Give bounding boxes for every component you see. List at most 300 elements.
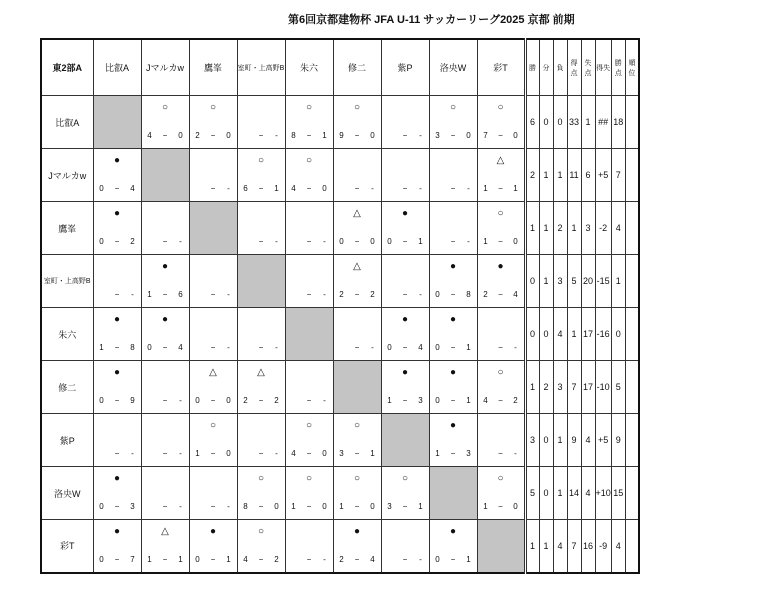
result-mark: ● <box>113 473 121 484</box>
stat-header-goals-for: 得点 <box>567 39 581 96</box>
match-score <box>195 343 232 353</box>
score-separator: − <box>162 290 168 299</box>
match-score <box>339 343 376 353</box>
score-home <box>339 184 345 194</box>
stat-goals-for: 9 <box>567 414 581 467</box>
match-score <box>339 184 376 194</box>
match-cell <box>477 149 525 202</box>
score-separator: − <box>210 131 216 140</box>
match-score <box>387 131 424 141</box>
match-cell <box>381 202 429 255</box>
result-mark: ● <box>497 261 504 272</box>
result-mark: ● <box>401 367 409 378</box>
stat-goals-for: 1 <box>567 308 581 361</box>
stat-draws: 0 <box>539 467 553 520</box>
stat-goal-diff: +10 <box>595 467 611 520</box>
diagonal-cell <box>477 520 525 573</box>
match-score <box>99 184 136 194</box>
score-separator: − <box>210 502 216 511</box>
score-separator: − <box>258 184 264 193</box>
match-score <box>387 184 424 194</box>
stat-goals-against: 4 <box>581 414 595 467</box>
score-separator: − <box>402 502 408 511</box>
score-home <box>147 449 153 459</box>
stat-goals-for: 11 <box>567 149 581 202</box>
result-mark: ○ <box>497 473 504 484</box>
match-score <box>291 184 328 194</box>
result-mark: ○ <box>449 102 457 113</box>
score-home: 0 <box>99 237 104 246</box>
stat-points: 15 <box>611 467 625 520</box>
match-score <box>99 343 136 353</box>
match-score <box>147 449 184 459</box>
col-header-team: 洛央W <box>429 39 477 96</box>
score-away: 0 <box>322 449 327 458</box>
score-away: - <box>275 449 278 458</box>
match-cell <box>429 520 477 573</box>
match-score <box>291 290 328 300</box>
score-separator: − <box>450 449 456 458</box>
score-separator: − <box>354 449 360 458</box>
match-cell <box>285 520 333 573</box>
result-mark: ○ <box>305 102 313 113</box>
score-away: - <box>227 343 230 352</box>
stat-goals-for: 33 <box>567 96 581 149</box>
score-away: - <box>467 237 470 246</box>
score-separator: − <box>162 237 168 246</box>
score-home <box>291 237 297 247</box>
match-cell <box>141 520 189 573</box>
score-away: - <box>371 184 374 193</box>
diagonal-cell <box>285 308 333 361</box>
score-away: 4 <box>370 554 375 564</box>
match-cell <box>141 308 189 361</box>
score-separator: − <box>306 396 312 405</box>
score-separator: − <box>210 449 216 458</box>
stat-goals-against: 4 <box>581 467 595 520</box>
match-score <box>435 449 472 459</box>
row-header-team: 彩T <box>41 520 93 573</box>
stat-goals-for: 7 <box>567 520 581 573</box>
result-mark: ○ <box>353 420 361 431</box>
score-away: 3 <box>130 502 135 511</box>
match-cell <box>429 255 477 308</box>
score-separator: − <box>450 290 456 299</box>
score-home: 0 <box>99 554 104 564</box>
stat-rank <box>625 467 639 520</box>
score-away: 0 <box>226 396 231 405</box>
match-score <box>99 290 136 300</box>
stat-goals-for: 1 <box>567 202 581 255</box>
match-score <box>195 502 232 512</box>
result-mark: ○ <box>305 420 313 431</box>
result-mark: ○ <box>497 208 504 219</box>
score-separator: − <box>258 502 264 511</box>
match-cell <box>237 520 285 573</box>
match-cell <box>237 149 285 202</box>
match-cell <box>237 414 285 467</box>
result-mark: ● <box>113 155 121 166</box>
score-away: 4 <box>418 343 423 352</box>
score-away: - <box>323 396 326 405</box>
score-away: 1 <box>322 131 327 140</box>
score-home: 1 <box>195 449 200 458</box>
score-away: - <box>419 290 422 299</box>
match-cell <box>93 308 141 361</box>
stat-goal-diff: -15 <box>595 255 611 308</box>
score-separator: − <box>306 554 312 564</box>
stat-rank <box>625 414 639 467</box>
stat-losses: 1 <box>553 414 567 467</box>
stat-losses: 3 <box>553 255 567 308</box>
table-row <box>41 149 639 202</box>
score-home: 3 <box>339 449 344 458</box>
match-score <box>387 502 424 512</box>
score-away: 1 <box>418 237 423 246</box>
match-score <box>483 343 519 353</box>
score-home <box>387 131 393 141</box>
match-score <box>291 131 328 141</box>
table-row <box>41 467 639 520</box>
score-separator: − <box>306 449 312 458</box>
result-mark: ○ <box>257 473 265 484</box>
match-score <box>147 502 184 512</box>
stat-wins: 5 <box>525 467 539 520</box>
score-separator: − <box>498 343 503 352</box>
score-home <box>195 184 201 194</box>
score-separator: − <box>306 502 312 511</box>
stat-wins: 1 <box>525 361 539 414</box>
score-home <box>195 290 201 300</box>
table-row <box>41 414 639 467</box>
score-home: 0 <box>387 237 392 246</box>
match-cell <box>189 96 237 149</box>
stat-header-losses: 負 <box>553 39 567 96</box>
match-cell <box>189 467 237 520</box>
score-away: 0 <box>370 237 375 246</box>
score-home: 3 <box>387 502 392 511</box>
score-separator: − <box>258 396 264 405</box>
score-home <box>147 396 153 406</box>
score-away: 0 <box>513 502 518 511</box>
score-away: 1 <box>466 396 471 405</box>
match-cell <box>429 96 477 149</box>
row-header-team: 鷹峯 <box>41 202 93 255</box>
score-home <box>291 396 297 406</box>
score-away: - <box>227 502 230 511</box>
match-cell <box>237 467 285 520</box>
score-home: 0 <box>195 396 200 405</box>
stat-goal-diff: -2 <box>595 202 611 255</box>
match-cell <box>141 96 189 149</box>
score-home: 1 <box>435 449 440 458</box>
score-away: 4 <box>130 184 135 193</box>
result-mark: ● <box>113 526 121 537</box>
match-score <box>291 449 328 459</box>
score-away: - <box>419 184 422 193</box>
score-home: 4 <box>291 449 296 458</box>
stat-points: 1 <box>611 255 625 308</box>
match-cell <box>333 255 381 308</box>
score-separator: − <box>498 449 503 458</box>
score-home: 1 <box>99 343 104 352</box>
match-score <box>339 290 376 300</box>
match-score <box>435 555 472 565</box>
score-home: 3 <box>435 131 440 140</box>
match-score <box>195 396 232 406</box>
score-home <box>99 290 105 300</box>
match-score <box>147 343 184 353</box>
match-score <box>483 290 519 300</box>
col-header-team: Jマルカw <box>141 39 189 96</box>
score-separator: − <box>354 290 360 299</box>
score-home: 0 <box>147 343 152 352</box>
score-separator: − <box>114 343 120 352</box>
stat-goals-against: 20 <box>581 255 595 308</box>
score-away: - <box>371 343 374 352</box>
score-home <box>339 343 345 353</box>
match-score <box>483 396 519 406</box>
score-separator: − <box>210 184 216 193</box>
match-cell <box>93 467 141 520</box>
score-away: - <box>131 290 134 299</box>
score-separator: − <box>162 396 168 405</box>
score-separator: − <box>114 184 120 193</box>
match-cell <box>381 149 429 202</box>
match-score <box>99 396 136 406</box>
match-score <box>243 237 280 247</box>
diagonal-cell <box>333 361 381 414</box>
match-cell <box>189 308 237 361</box>
match-score <box>243 555 280 565</box>
score-away: - <box>323 290 326 299</box>
row-header-team: 修二 <box>41 361 93 414</box>
result-mark: ● <box>161 314 169 325</box>
match-score <box>387 555 424 565</box>
score-separator: − <box>114 290 120 299</box>
row-header-team: 紫P <box>41 414 93 467</box>
match-score <box>147 237 184 247</box>
match-score <box>483 237 519 247</box>
group-label: 東2部A <box>41 39 93 96</box>
match-score <box>243 131 280 141</box>
score-separator: − <box>258 237 264 246</box>
score-away: 1 <box>513 184 518 193</box>
match-score <box>99 555 136 565</box>
match-score <box>195 555 232 565</box>
score-away: 8 <box>130 343 135 352</box>
score-home: 9 <box>339 131 344 140</box>
score-separator: − <box>162 343 168 352</box>
stat-wins: 1 <box>525 202 539 255</box>
score-separator: − <box>258 554 264 564</box>
score-away: 1 <box>466 343 471 352</box>
match-cell <box>237 202 285 255</box>
row-header-team: 比叡A <box>41 96 93 149</box>
stat-header-wins: 勝 <box>525 39 539 96</box>
result-mark: △ <box>209 367 217 378</box>
match-cell <box>141 467 189 520</box>
score-home <box>243 449 249 459</box>
stat-losses: 0 <box>553 96 567 149</box>
score-away: 1 <box>466 554 471 564</box>
match-score <box>435 290 472 300</box>
score-away: 9 <box>130 396 135 405</box>
match-score <box>243 502 280 512</box>
stat-wins: 6 <box>525 96 539 149</box>
stat-rank <box>625 149 639 202</box>
match-score <box>339 237 376 247</box>
match-cell <box>285 467 333 520</box>
score-separator: − <box>450 554 456 564</box>
match-score <box>195 184 232 194</box>
score-home: 2 <box>243 396 248 405</box>
match-score <box>435 237 472 247</box>
stat-goal-diff: -9 <box>595 520 611 573</box>
score-home: 1 <box>387 396 392 405</box>
stat-wins: 1 <box>525 520 539 573</box>
score-away: 1 <box>226 554 231 564</box>
result-mark: ● <box>113 314 121 325</box>
score-separator: − <box>498 502 503 511</box>
score-home: 0 <box>435 343 440 352</box>
match-cell <box>93 202 141 255</box>
stat-rank <box>625 361 639 414</box>
score-separator: − <box>114 554 120 564</box>
match-score <box>291 555 328 565</box>
match-cell <box>333 414 381 467</box>
score-away: 4 <box>513 290 518 299</box>
score-separator: − <box>162 554 168 564</box>
stat-points: 7 <box>611 149 625 202</box>
match-cell <box>141 202 189 255</box>
diagonal-cell <box>429 467 477 520</box>
match-score <box>147 290 184 300</box>
match-cell <box>93 361 141 414</box>
match-cell <box>189 414 237 467</box>
match-score <box>243 343 280 353</box>
result-mark: ● <box>449 261 457 272</box>
score-home <box>243 237 249 247</box>
match-cell <box>285 361 333 414</box>
score-away: 1 <box>274 184 279 193</box>
match-cell <box>141 414 189 467</box>
match-cell <box>93 414 141 467</box>
stat-header-points: 勝点 <box>611 39 625 96</box>
score-home <box>291 290 297 300</box>
score-home: 0 <box>339 237 344 246</box>
score-away: - <box>179 396 182 405</box>
score-home: 8 <box>243 502 248 511</box>
score-away: 0 <box>513 131 518 140</box>
match-cell <box>237 308 285 361</box>
result-mark: ● <box>209 526 217 537</box>
score-away: 0 <box>322 184 327 193</box>
match-cell <box>429 414 477 467</box>
result-mark: ○ <box>305 473 313 484</box>
score-home: 7 <box>483 131 488 140</box>
stat-rank <box>625 96 639 149</box>
score-home: 1 <box>483 502 488 511</box>
match-cell <box>429 202 477 255</box>
match-cell <box>477 202 525 255</box>
score-away: 2 <box>130 237 135 246</box>
score-home <box>243 343 249 353</box>
score-away: 0 <box>274 502 279 511</box>
match-cell <box>285 149 333 202</box>
score-home: 2 <box>339 290 344 299</box>
match-cell <box>141 255 189 308</box>
stat-draws: 0 <box>539 414 553 467</box>
diagonal-cell <box>237 255 285 308</box>
match-cell <box>477 361 525 414</box>
score-home <box>435 184 441 194</box>
match-cell <box>429 361 477 414</box>
score-away: 3 <box>418 396 423 405</box>
score-separator: − <box>450 396 456 405</box>
score-home <box>483 449 489 459</box>
score-separator: − <box>258 449 264 458</box>
score-away: 2 <box>513 396 518 405</box>
score-home: 6 <box>243 184 248 193</box>
match-cell <box>477 467 525 520</box>
result-mark: ● <box>449 367 457 378</box>
stat-points: 18 <box>611 96 625 149</box>
result-mark: ○ <box>209 102 217 113</box>
match-score <box>291 502 328 512</box>
table-row <box>41 308 639 361</box>
match-score <box>483 449 519 459</box>
score-separator: − <box>258 343 264 352</box>
stat-wins: 2 <box>525 149 539 202</box>
score-separator: − <box>354 502 360 511</box>
score-separator: − <box>450 184 456 193</box>
match-cell <box>333 467 381 520</box>
score-separator: − <box>402 396 408 405</box>
stat-losses: 4 <box>553 308 567 361</box>
score-separator: − <box>498 131 503 140</box>
col-header-team: 鷹峯 <box>189 39 237 96</box>
stat-goals-against: 6 <box>581 149 595 202</box>
match-cell <box>93 255 141 308</box>
score-away: - <box>275 343 278 352</box>
score-away: 0 <box>178 131 183 140</box>
score-away: - <box>323 554 326 564</box>
match-cell <box>477 255 525 308</box>
score-home: 1 <box>483 184 488 193</box>
result-mark: ○ <box>353 102 361 113</box>
diagonal-cell <box>189 202 237 255</box>
score-home: 1 <box>147 290 152 299</box>
score-home: 1 <box>483 237 488 246</box>
col-header-team: 朱六 <box>285 39 333 96</box>
stat-header-rank: 順位 <box>625 39 639 96</box>
match-score <box>147 131 184 141</box>
match-score <box>147 396 184 406</box>
score-home: 0 <box>195 554 200 564</box>
result-mark: △ <box>353 261 361 272</box>
score-separator: − <box>162 449 168 458</box>
score-away: - <box>467 184 470 193</box>
result-mark: ● <box>113 367 121 378</box>
stat-goal-diff: -16 <box>595 308 611 361</box>
result-mark: △ <box>496 155 505 166</box>
score-separator: − <box>498 290 503 299</box>
score-home: 8 <box>291 131 296 140</box>
stat-goals-against: 3 <box>581 202 595 255</box>
stat-goals-for: 5 <box>567 255 581 308</box>
score-separator: − <box>210 554 216 564</box>
